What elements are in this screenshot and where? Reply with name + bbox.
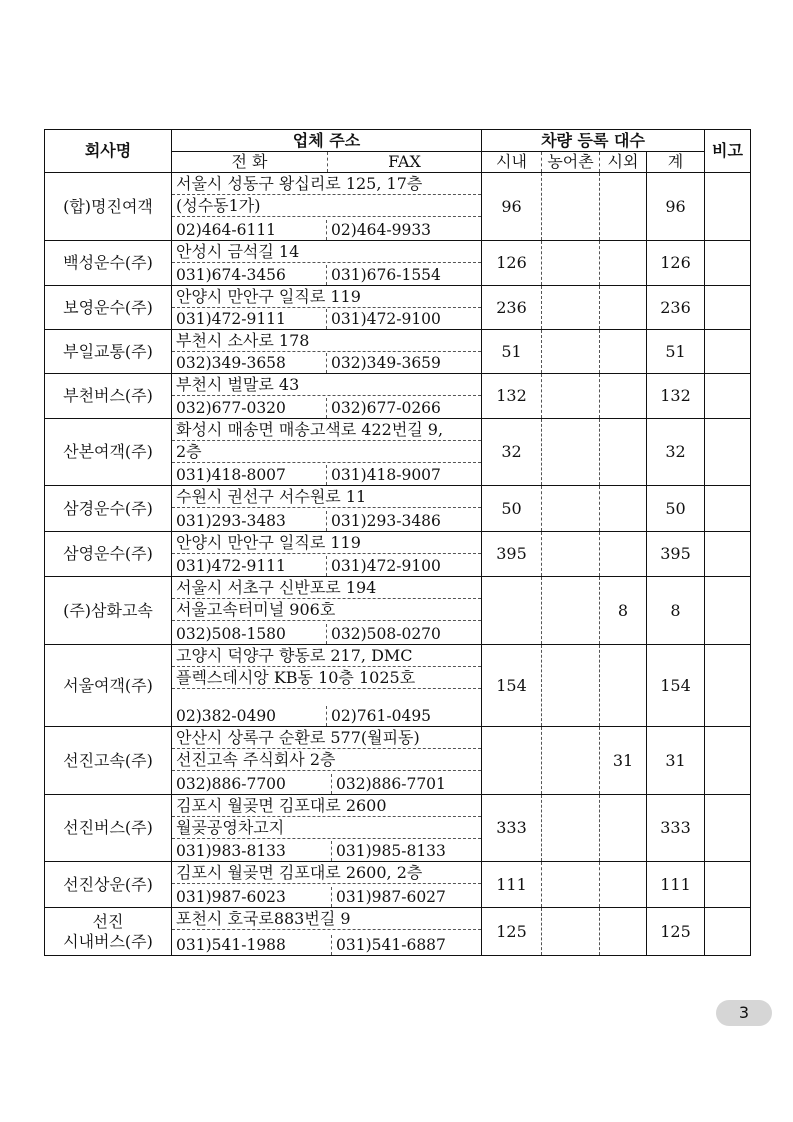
company-name: 삼경운수(주) — [45, 486, 172, 532]
phone-fax-line — [172, 774, 481, 794]
header-total: 계 — [647, 152, 705, 173]
remarks-cell — [705, 795, 751, 862]
fax-number: 02)761-0495 — [331, 707, 432, 725]
vehicle-count-city — [482, 577, 542, 645]
phone-number: 02)382-0490 — [172, 706, 327, 726]
remarks-cell — [705, 173, 751, 241]
vehicle-count-rural — [542, 532, 600, 577]
remarks-cell — [705, 577, 751, 645]
header-phone: 전 화 — [172, 152, 328, 172]
phone-number: 031)293-3483 — [172, 511, 327, 531]
vehicle-count-total: 333 — [647, 795, 705, 862]
vehicle-count-intercity — [600, 374, 647, 419]
address-line: 안산시 상록구 순환로 577(월피동) — [172, 727, 481, 749]
address-line: 포천시 호국로883번길 9 — [172, 908, 481, 930]
phone-number: 031)674-3456 — [172, 265, 327, 285]
company-address-cell — [172, 419, 482, 486]
company-address-cell — [172, 286, 482, 330]
vehicle-count-intercity — [600, 862, 647, 908]
vehicle-count-rural — [542, 727, 600, 795]
phone-number: 031)541-1988 — [172, 935, 332, 955]
phone-number: 031)472-9111 — [172, 556, 327, 576]
address-line: 안양시 만안구 일직로 119 — [172, 532, 481, 554]
vehicle-count-rural — [542, 419, 600, 486]
fax-number: 031)418-9007 — [331, 466, 441, 484]
phone-fax-line — [172, 706, 481, 726]
fax-number: 031)987-6027 — [336, 888, 446, 906]
company-name: 삼영운수(주) — [45, 532, 172, 577]
company-address-cell — [172, 645, 482, 727]
phone-fax-line — [172, 511, 481, 531]
company-name: 선진고속(주) — [45, 727, 172, 795]
company-address-cell — [172, 862, 482, 908]
company-address-cell — [172, 241, 482, 286]
remarks-cell — [705, 862, 751, 908]
header-address-group: 업체 주소 — [172, 130, 482, 152]
company-vehicle-table — [44, 129, 751, 956]
table-row — [45, 241, 751, 286]
vehicle-count-intercity: 8 — [600, 577, 647, 645]
table-row — [45, 486, 751, 532]
fax-number: 031)541-6887 — [336, 936, 446, 954]
phone-fax-line — [172, 841, 481, 861]
header-phone-fax — [172, 152, 482, 173]
address-line: 화성시 매송면 매송고색로 422번길 9, — [172, 419, 481, 441]
fax-number: 032)508-0270 — [331, 625, 441, 643]
vehicle-count-total: 50 — [647, 486, 705, 532]
vehicle-count-rural — [542, 908, 600, 956]
phone-number: 032)677-0320 — [172, 398, 327, 418]
vehicle-count-city: 50 — [482, 486, 542, 532]
company-name: 산본여객(주) — [45, 419, 172, 486]
remarks-cell — [705, 727, 751, 795]
vehicle-count-total: 395 — [647, 532, 705, 577]
phone-number: 032)886-7700 — [172, 774, 332, 794]
phone-number: 02)464-6111 — [172, 220, 327, 240]
remarks-cell — [705, 330, 751, 374]
address-line: 수원시 권선구 서수원로 11 — [172, 486, 481, 508]
table-row — [45, 330, 751, 374]
fax-number: 02)464-9933 — [331, 221, 432, 239]
vehicle-count-total: 236 — [647, 286, 705, 330]
remarks-cell — [705, 286, 751, 330]
vehicle-count-total: 125 — [647, 908, 705, 956]
vehicle-count-intercity — [600, 532, 647, 577]
company-name: 보영운수(주) — [45, 286, 172, 330]
company-name: 선진버스(주) — [45, 795, 172, 862]
company-name: 선진 시내버스(주) — [45, 908, 172, 956]
vehicle-count-intercity — [600, 795, 647, 862]
table-row — [45, 374, 751, 419]
phone-fax-line — [172, 556, 481, 576]
company-address-cell — [172, 173, 482, 241]
phone-fax-line — [172, 887, 481, 907]
fax-number: 031)472-9100 — [331, 557, 441, 575]
header-rural: 농어촌 — [542, 152, 600, 173]
vehicle-count-total: 132 — [647, 374, 705, 419]
remarks-cell — [705, 374, 751, 419]
vehicle-count-total: 32 — [647, 419, 705, 486]
vehicle-count-intercity — [600, 419, 647, 486]
vehicle-count-total: 154 — [647, 645, 705, 727]
table-row — [45, 727, 751, 795]
remarks-cell — [705, 241, 751, 286]
vehicle-count-intercity — [600, 908, 647, 956]
remarks-cell — [705, 419, 751, 486]
vehicle-count-intercity — [600, 645, 647, 727]
remarks-cell — [705, 645, 751, 727]
vehicle-count-intercity — [600, 330, 647, 374]
address-line: (성수동1가) — [172, 195, 481, 217]
fax-number: 032)677-0266 — [331, 399, 441, 417]
fax-number: 031)676-1554 — [331, 266, 441, 284]
phone-number: 032)508-1580 — [172, 624, 327, 644]
vehicle-count-city: 236 — [482, 286, 542, 330]
address-line: 선진고속 주식회사 2층 — [172, 749, 481, 771]
vehicle-count-city: 125 — [482, 908, 542, 956]
vehicle-count-rural — [542, 330, 600, 374]
phone-fax-line — [172, 398, 481, 418]
header-company: 회사명 — [45, 130, 172, 173]
header-intercity: 시외 — [600, 152, 647, 173]
vehicle-count-city: 333 — [482, 795, 542, 862]
phone-fax-line — [172, 353, 481, 373]
phone-number: 031)983-8133 — [172, 841, 332, 861]
vehicle-count-city: 32 — [482, 419, 542, 486]
vehicle-count-total: 51 — [647, 330, 705, 374]
table-row — [45, 577, 751, 645]
phone-number: 031)418-8007 — [172, 465, 327, 485]
phone-fax-line — [172, 624, 481, 644]
vehicle-count-total: 126 — [647, 241, 705, 286]
vehicle-count-total: 31 — [647, 727, 705, 795]
table-row — [45, 286, 751, 330]
company-name: 부천버스(주) — [45, 374, 172, 419]
fax-number: 032)886-7701 — [336, 775, 446, 793]
address-line: 서울고속터미널 906호 — [172, 599, 481, 621]
vehicle-count-city: 132 — [482, 374, 542, 419]
company-address-cell — [172, 577, 482, 645]
address-line: 서울시 서초구 신반포로 194 — [172, 577, 481, 599]
address-line: 서울시 성동구 왕십리로 125, 17층 — [172, 173, 481, 195]
fax-number: 031)985-8133 — [336, 842, 446, 860]
vehicle-count-city: 51 — [482, 330, 542, 374]
table-row — [45, 419, 751, 486]
fax-number: 031)293-3486 — [331, 512, 441, 530]
vehicle-count-intercity — [600, 486, 647, 532]
table-row — [45, 532, 751, 577]
vehicle-count-city — [482, 727, 542, 795]
company-address-cell — [172, 532, 482, 577]
vehicle-count-rural — [542, 862, 600, 908]
address-line: 월곶공영차고지 — [172, 817, 481, 839]
fax-number: 031)472-9100 — [331, 310, 441, 328]
address-line: 부천시 소사로 178 — [172, 330, 481, 352]
vehicle-count-rural — [542, 486, 600, 532]
company-name: 백성운수(주) — [45, 241, 172, 286]
phone-number: 031)987-6023 — [172, 887, 332, 907]
vehicle-count-rural — [542, 286, 600, 330]
address-line: 고양시 덕양구 향동로 217, DMC — [172, 645, 481, 667]
company-address-cell — [172, 727, 482, 795]
header-fax: FAX — [388, 152, 421, 171]
phone-fax-line — [172, 465, 481, 485]
vehicle-count-rural — [542, 173, 600, 241]
vehicle-count-intercity — [600, 241, 647, 286]
company-name: (합)명진여객 — [45, 173, 172, 241]
table-row — [45, 173, 751, 241]
company-name: 선진상운(주) — [45, 862, 172, 908]
page-number: 3 — [716, 1000, 772, 1026]
company-address-cell — [172, 908, 482, 956]
vehicle-count-total: 8 — [647, 577, 705, 645]
phone-fax-line — [172, 265, 481, 285]
fax-number: 032)349-3659 — [331, 354, 441, 372]
address-line: 플렉스데시앙 KB동 10층 1025호 — [172, 667, 481, 689]
phone-number: 032)349-3658 — [172, 353, 327, 373]
address-line: 2층 — [172, 441, 481, 463]
address-line: 김포시 월곶면 김포대로 2600, 2층 — [172, 862, 481, 884]
header-vehicles-group: 차량 등록 대수 — [482, 130, 705, 152]
table-row — [45, 795, 751, 862]
vehicle-count-intercity — [600, 173, 647, 241]
vehicle-count-city: 111 — [482, 862, 542, 908]
company-address-cell — [172, 486, 482, 532]
phone-fax-line — [172, 309, 481, 329]
remarks-cell — [705, 532, 751, 577]
address-line: 안성시 금석길 14 — [172, 241, 481, 263]
phone-fax-line — [172, 935, 481, 955]
address-line: 부천시 벌말로 43 — [172, 374, 481, 396]
company-address-cell — [172, 795, 482, 862]
vehicle-count-city: 96 — [482, 173, 542, 241]
vehicle-count-city: 154 — [482, 645, 542, 727]
vehicle-count-intercity: 31 — [600, 727, 647, 795]
vehicle-count-rural — [542, 795, 600, 862]
address-line: 안양시 만안구 일직로 119 — [172, 286, 481, 308]
vehicle-count-total: 111 — [647, 862, 705, 908]
remarks-cell — [705, 908, 751, 956]
company-address-cell — [172, 330, 482, 374]
vehicle-count-rural — [542, 241, 600, 286]
vehicle-count-rural — [542, 374, 600, 419]
company-name: 부일교통(주) — [45, 330, 172, 374]
vehicle-count-rural — [542, 645, 600, 727]
header-remarks: 비고 — [705, 130, 751, 173]
phone-fax-line — [172, 220, 481, 240]
vehicle-count-city: 126 — [482, 241, 542, 286]
vehicle-count-total: 96 — [647, 173, 705, 241]
header-city: 시내 — [482, 152, 542, 173]
company-address-cell — [172, 374, 482, 419]
company-name: 서울여객(주) — [45, 645, 172, 727]
phone-number: 031)472-9111 — [172, 309, 327, 329]
table-row — [45, 908, 751, 956]
address-line: 김포시 월곶면 김포대로 2600 — [172, 795, 481, 817]
vehicle-count-rural — [542, 577, 600, 645]
table-row — [45, 862, 751, 908]
vehicle-count-intercity — [600, 286, 647, 330]
remarks-cell — [705, 486, 751, 532]
vehicle-count-city: 395 — [482, 532, 542, 577]
company-name: (주)삼화고속 — [45, 577, 172, 645]
table-row — [45, 645, 751, 727]
